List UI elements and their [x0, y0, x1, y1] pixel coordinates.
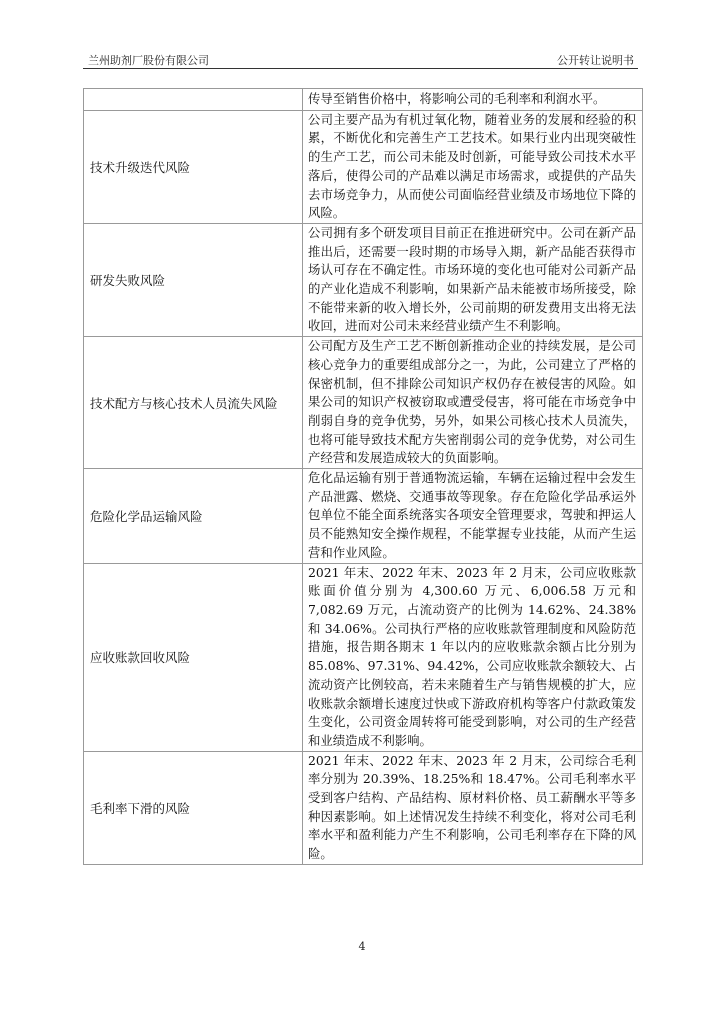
table-row — [84, 223, 643, 336]
company-name: 兰州助剂厂股份有限公司 — [88, 54, 209, 67]
risk-description: 危化品运输有别于普通物流运输，车辆在运输过程中会发生产品泄露、燃烧、交通事故等现象。存在危险化学品承运外包单位不能全面系统落实各项安全管理要求，驾驶和押运人员不能熟知安全操作规程，不能掌握专业技能，从而产生运营和作业风险。 — [303, 469, 643, 564]
risk-description: 传导至销售价格中，将影响公司的毛利率和利润水平。 — [303, 89, 643, 111]
risk-description: 2021 年末、2022 年末、2023 年 2 月末，公司应收账款账面价值分别为 4,300.60 万元、6,006.58 万元和 7,082.69 万元，占流动资产的比例为 14.62%、24.38%和 34.06%。公司执行严格的应收账款管理制度和风险防范措施，报告期各期末 1 年以内的应收账款余额占比分别为 85.08%、97.31%、94.42%，公司应收账款余额较大、占流动资产比例较高，若未来随着生产与销售规模的扩大，应收账款余额增长速度过快或下游政府机构等客户付款政策发生变化，公司资金周转将可能受到影响，对公司的生产经营和业绩造成不利影响。 — [303, 563, 643, 751]
table-row — [84, 89, 643, 111]
risk-name — [84, 89, 303, 111]
document-title: 公开转让说明书 — [557, 54, 634, 67]
table-row — [84, 337, 643, 469]
risk-name: 应收账款回收风险 — [84, 563, 303, 751]
risk-name: 危险化学品运输风险 — [84, 469, 303, 564]
risk-description: 2021 年末、2022 年末、2023 年 2 月末，公司综合毛利率分别为 20.39%、18.25%和 18.47%。公司毛利率水平受到客户结构、产品结构、原材料价格、员工薪酬水平等多种因素影响。如上述情况发生持续不利变化，将对公司毛利率水平和盈利能力产生不利影响，公司毛利率存在下降的风险。 — [303, 751, 643, 864]
risk-name: 研发失败风险 — [84, 223, 303, 336]
table-row — [84, 563, 643, 751]
risk-name: 技术配方与核心技术人员流失风险 — [84, 337, 303, 469]
risk-description: 公司拥有多个研发项目目前正在推进研究中。公司在新产品推出后，还需要一段时期的市场导入期，新产品能否获得市场认可存在不确定性。市场环境的变化也可能对公司新产品的产业化造成不利影响，如果新产品未能被市场所接受，除不能带来新的收入增长外，公司前期的研发费用支出将无法收回，进而对公司未来经营业绩产生不利影响。 — [303, 223, 643, 336]
risk-table — [83, 88, 643, 865]
risk-name: 毛利率下滑的风险 — [84, 751, 303, 864]
risk-description: 公司主要产品为有机过氧化物，随着业务的发展和经验的积累，不断优化和完善生产工艺技术。如果行业内出现突破性的生产工艺，而公司未能及时创新，可能导致公司技术水平落后，使得公司的产品难以满足市场需求，或提供的产品失去市场竞争力，从而使公司面临经营业绩及市场地位下降的风险。 — [303, 110, 643, 223]
risk-description: 公司配方及生产工艺不断创新推动企业的持续发展，是公司核心竞争力的重要组成部分之一，为此，公司建立了严格的保密机制，但不排除公司知识产权仍存在被侵害的风险。如果公司的知识产权被窃取或遭受侵害，将可能在市场竞争中削弱自身的竞争优势，另外，如果公司核心技术人员流失，也将可能导致技术配方失密削弱公司的竞争优势，对公司生产经营和发展造成较大的负面影响。 — [303, 337, 643, 469]
table-row — [84, 110, 643, 223]
table-row — [84, 469, 643, 564]
page-number: 4 — [358, 940, 366, 953]
header-divider — [83, 68, 638, 69]
table-row — [84, 751, 643, 864]
risk-name: 技术升级迭代风险 — [84, 110, 303, 223]
page-header — [83, 50, 638, 66]
